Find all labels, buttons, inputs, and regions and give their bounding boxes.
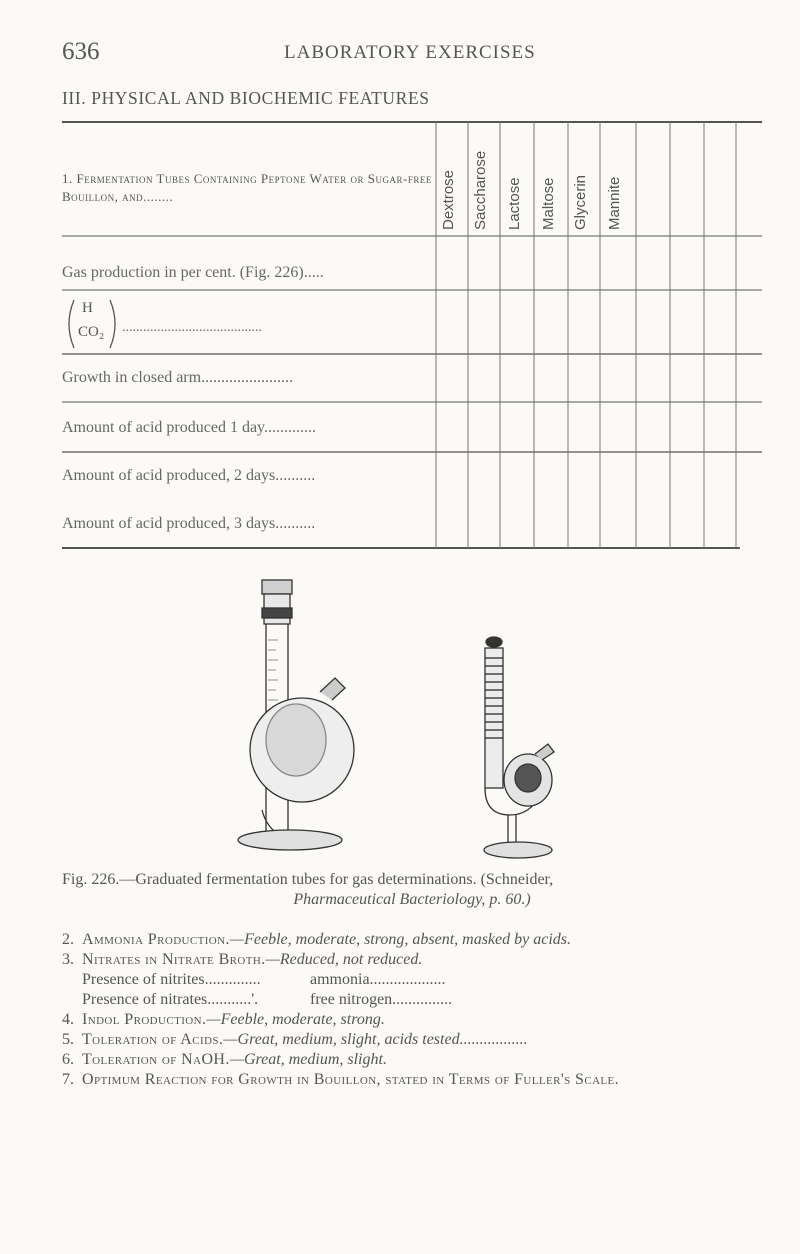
row-acid-3-days: Amount of acid produced, 3 days.......... — [62, 515, 316, 532]
nitrite-line — [62, 970, 782, 990]
fermentation-tubes-illustration — [0, 570, 800, 860]
item-heading: Indol Production. — [82, 1011, 207, 1028]
item-heading: Ammonia Production. — [82, 931, 230, 948]
tube-left — [238, 580, 354, 850]
column-mannite: Mannite — [606, 176, 623, 230]
presence-nitrates: Presence of nitrates...........'. — [82, 991, 259, 1008]
left-paren-icon — [62, 298, 76, 350]
figure-caption-line2: Pharmaceutical Bacteriology, p. 60.) — [293, 891, 531, 908]
item-body: —Great, medium, slight. — [229, 1051, 387, 1068]
list-item: 2. Ammonia Production.—Feeble, moderate, strong, absent, masked by acids. — [62, 931, 572, 948]
item-heading: Nitrates in Nitrate Broth. — [82, 951, 266, 968]
free-nitrogen-field: free nitrogen............... — [310, 991, 453, 1008]
row-h-co2 — [62, 296, 434, 352]
list-item: 7. Optimum Reaction for Growth in Bouillon, stated in Terms of Fuller's Scale. — [62, 1071, 620, 1088]
column-lactose: Lactose — [506, 177, 523, 230]
right-paren-icon — [108, 298, 122, 350]
item-heading: Optimum Reaction for Growth in Bouillon, stated in Terms of Fuller's Scale. — [82, 1071, 620, 1088]
column-dextrose: Dextrose — [440, 169, 457, 230]
column-maltose: Maltose — [540, 177, 557, 230]
co2-label: CO₂ — [78, 324, 105, 340]
list-item: 3. Nitrates in Nitrate Broth.—Reduced, not reduced. — [62, 951, 423, 968]
item-heading: Toleration of NaOH. — [82, 1051, 230, 1068]
section-title: III. PHYSICAL AND BIOCHEMIC FEATURES — [62, 88, 430, 108]
figure-caption — [62, 870, 762, 910]
row-gas-production: Gas production in per cent. (Fig. 226)..... — [62, 264, 324, 281]
table-title: 1. Fermentation Tubes Containing Peptone Water or Sugar-free Bouillon, and........ — [62, 171, 432, 204]
h-label: H — [82, 300, 93, 316]
running-title: LABORATORY EXERCISES — [284, 42, 536, 63]
item-body: —Feeble, moderate, strong. — [206, 1011, 385, 1028]
numbered-list — [62, 930, 782, 1090]
column-saccharose: Saccharose — [472, 150, 489, 230]
page-number: 636 — [62, 38, 100, 65]
nitrate-line — [62, 990, 782, 1010]
row-growth-closed-arm: Growth in closed arm....................... — [62, 369, 294, 386]
item-body: —Great, medium, slight, acids tested................. — [223, 1031, 528, 1048]
list-item: 4. Indol Production.—Feeble, moderate, strong. — [62, 1011, 385, 1028]
h-co2-leader-dots: ........................................ — [122, 320, 262, 335]
list-item: 5. Toleration of Acids.—Great, medium, slight, acids tested................. — [62, 1031, 528, 1048]
row-acid-1-day: Amount of acid produced 1 day............. — [62, 419, 317, 436]
item-body: —Reduced, not reduced. — [265, 951, 423, 968]
tube-right — [484, 637, 554, 858]
presence-nitrites: Presence of nitrites.............. — [82, 971, 261, 988]
item-heading: Toleration of Acids. — [82, 1031, 224, 1048]
row-acid-2-days: Amount of acid produced, 2 days.......... — [62, 467, 316, 484]
column-glycerin: Glycerin — [572, 174, 589, 230]
ammonia-field: ammonia................... — [310, 971, 446, 988]
item-body: —Feeble, moderate, strong, absent, masked by acids. — [229, 931, 572, 948]
figure-caption-line1: Fig. 226.—Graduated fermentation tubes for gas determinations. (Schneider, — [62, 871, 554, 888]
list-item: 6. Toleration of NaOH.—Great, medium, slight. — [62, 1051, 387, 1068]
